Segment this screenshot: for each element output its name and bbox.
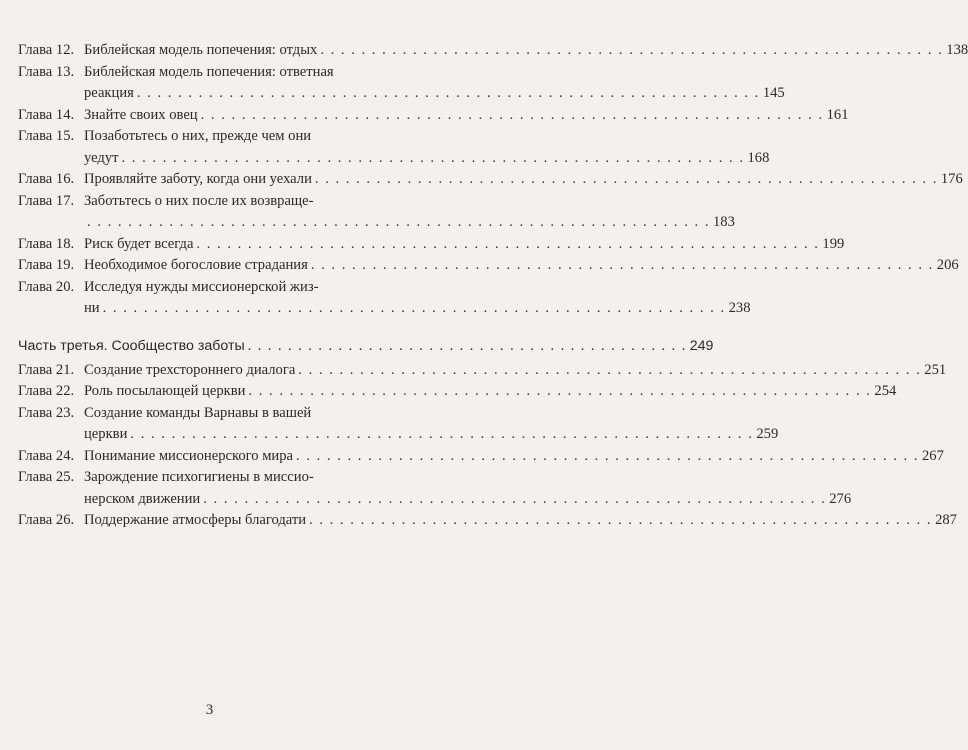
chapter-title: нерском движении: [84, 490, 201, 507]
dot-leader: [122, 148, 745, 170]
part-heading: [18, 337, 714, 355]
chapter-title-line: [84, 40, 968, 62]
chapter-title: ни: [84, 300, 100, 316]
chapter-title-block: [84, 277, 750, 320]
chapter-page: 183: [712, 214, 735, 230]
chapter-title-block: [84, 255, 959, 277]
toc-entry: [18, 467, 852, 510]
chapter-title: Необходимое богословие страдания: [84, 257, 308, 273]
chapter-title-block: [84, 446, 944, 468]
chapter-page: 161: [826, 106, 849, 123]
chapter-number: Глава 19.: [18, 257, 75, 273]
chapter-title-line: [84, 489, 851, 511]
chapter-page: 138: [946, 42, 968, 58]
dot-leader: [203, 489, 826, 511]
chapter-number: Глава 18.: [18, 235, 75, 252]
chapter-number: Глава 14.: [18, 106, 75, 123]
chapter-page: 176: [940, 171, 963, 187]
toc-entry: [18, 169, 963, 191]
chapter-page: 267: [921, 447, 944, 464]
chapter-title-block: [84, 169, 963, 191]
toc-list-top: [18, 40, 968, 320]
toc-entry: [18, 403, 779, 446]
toc-entry: [18, 40, 968, 62]
dot-leader: [87, 212, 710, 234]
chapter-title-block: [84, 40, 968, 62]
table-of-contents: [18, 40, 968, 532]
chapter-page: 145: [762, 85, 785, 101]
chapter-title-block: [84, 62, 785, 105]
chapter-number: Глава 25.: [18, 469, 75, 485]
chapter-number: Глава 23.: [18, 404, 75, 421]
chapter-title: церкви: [84, 426, 128, 442]
chapter-number: Глава 22.: [18, 383, 75, 399]
chapter-page: 199: [822, 235, 845, 252]
chapter-title: Создание трехстороннего диалога: [84, 361, 296, 378]
chapter-page: 238: [728, 300, 751, 316]
dot-leader: [137, 83, 760, 105]
chapter-number: Глава 13.: [18, 63, 75, 80]
toc-entry: [18, 510, 957, 532]
toc-list-bottom: [18, 360, 957, 532]
chapter-title: Понимание миссионерского мира: [84, 447, 294, 464]
chapter-page: 276: [829, 490, 852, 507]
chapter-title-block: [84, 403, 778, 446]
chapter-title-block: [84, 126, 769, 169]
chapter-number: Глава 21.: [18, 361, 75, 378]
toc-entry: [18, 191, 735, 234]
toc-entry: [18, 360, 947, 382]
dot-leader: [315, 169, 938, 191]
dot-leader: [296, 446, 919, 468]
chapter-number: Глава 24.: [18, 447, 75, 464]
chapter-title-line: [84, 148, 769, 170]
chapter-page: 251: [924, 361, 947, 378]
chapter-title-line: [84, 446, 944, 468]
dot-leader: [311, 255, 934, 277]
chapter-title-line: [84, 105, 848, 127]
chapter-title-block: [84, 234, 844, 256]
chapter-title-line: [84, 255, 959, 277]
chapter-title-line: [84, 212, 735, 234]
chapter-title-line: [84, 169, 963, 191]
chapter-title-line: [84, 298, 750, 320]
chapter-page: 259: [756, 426, 779, 442]
chapter-title-line: [84, 83, 785, 105]
chapter-title-line: [84, 381, 896, 403]
chapter-title-line: Создание команды Варнавы в вашей: [84, 404, 312, 421]
chapter-title-block: [84, 467, 851, 510]
chapter-number: Глава 15.: [18, 128, 75, 144]
chapter-title-block: [84, 510, 957, 532]
chapter-title: Поддержание атмосферы благодати: [84, 512, 307, 528]
toc-entry: [18, 234, 845, 256]
toc-entry: [18, 381, 897, 403]
chapter-title-line: [84, 234, 844, 256]
chapter-page: 206: [936, 257, 959, 273]
chapter-title-line: [84, 424, 778, 446]
chapter-page: 254: [874, 383, 897, 399]
chapter-title-line: Исследуя нужды миссионерской жиз-: [84, 278, 319, 295]
part-title: Часть третья. Сообщество заботы: [18, 337, 245, 354]
chapter-title-block: [84, 191, 735, 234]
chapter-title: Знайте своих овец: [84, 106, 198, 123]
chapter-title-line: Заботьтесь о них после их возвраще-: [84, 192, 314, 209]
chapter-title-line: [84, 510, 957, 532]
dot-leader: [309, 510, 932, 532]
toc-entry: [18, 126, 770, 169]
chapter-title-line: [84, 360, 946, 382]
chapter-title-block: [84, 360, 946, 382]
dot-leader: [320, 40, 943, 62]
chapter-title: Роль посылающей церкви: [84, 383, 246, 399]
chapter-title-line: Библейская модель попечения: ответная: [84, 63, 334, 80]
chapter-number: Глава 26.: [18, 512, 75, 528]
chapter-title-block: [84, 381, 896, 403]
dot-leader: [196, 234, 819, 256]
dot-leader: [248, 338, 687, 355]
chapter-number: Глава 12.: [18, 42, 75, 58]
chapter-title-block: [84, 105, 848, 127]
dot-leader: [248, 381, 871, 403]
toc-entry: [18, 105, 849, 127]
dot-leader: [201, 105, 824, 127]
chapter-title: Проявляйте заботу, когда они уехали: [84, 171, 312, 187]
chapter-title-line: Позаботьтесь о них, прежде чем они: [84, 128, 312, 144]
toc-entry: [18, 255, 959, 277]
page-number: 3: [205, 702, 214, 718]
toc-entry: [18, 446, 944, 468]
chapter-page: 287: [935, 512, 957, 528]
chapter-title-line: Зарождение психогигиены в миссио-: [84, 469, 314, 485]
toc-entry: [18, 62, 785, 105]
chapter-title: Библейская модель попечения: отдых: [84, 42, 318, 58]
chapter-title: уедут: [84, 149, 119, 166]
toc-entry: [18, 277, 751, 320]
chapter-title: реакция: [84, 85, 134, 101]
chapter-number: Глава 17.: [18, 192, 75, 209]
dot-leader: [103, 298, 726, 320]
chapter-number: Глава 16.: [18, 171, 75, 187]
chapter-number: Глава 20.: [18, 278, 75, 295]
chapter-page: 168: [747, 149, 770, 166]
dot-leader: [130, 424, 753, 446]
dot-leader: [298, 360, 921, 382]
chapter-title: Риск будет всегда: [84, 235, 194, 252]
part-page: 249: [689, 337, 714, 354]
